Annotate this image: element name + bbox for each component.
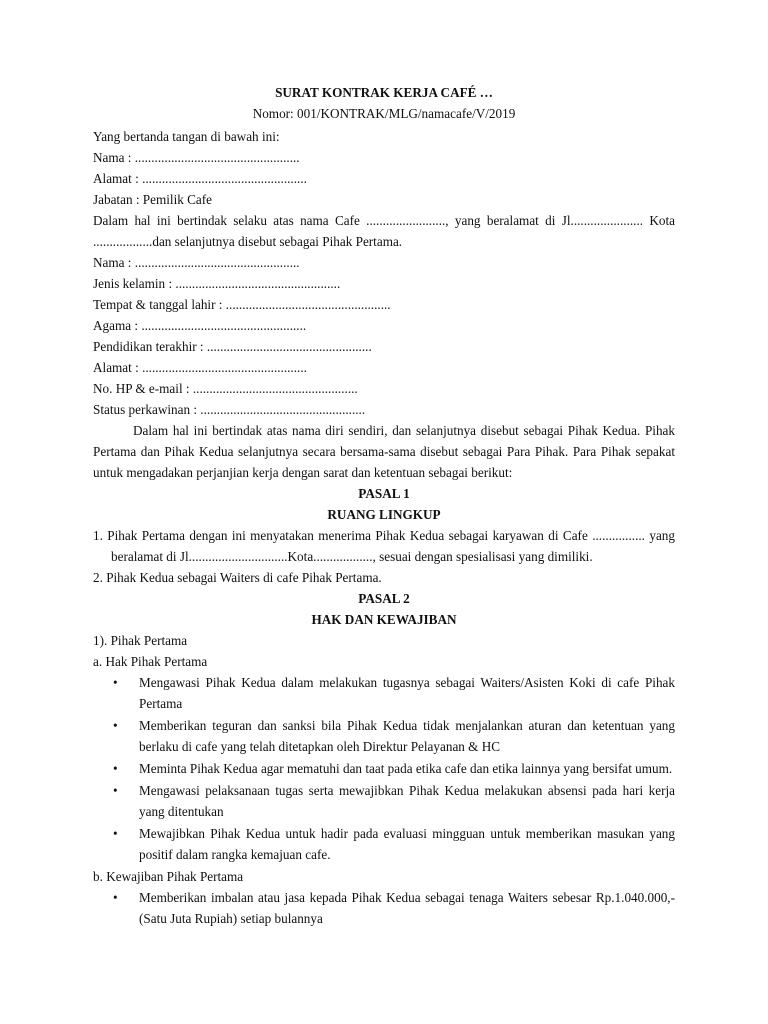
- list-item: [93, 887, 675, 929]
- list-item-text: Memberikan teguran dan sanksi bila Pihak Kedua tidak menjalankan aturan dan ketentuan yang berlaku di cafe yang telah ditetapkan oleh Direktur Pelayanan & HC: [139, 718, 675, 754]
- pasal-2-number: PASAL 2: [358, 591, 410, 606]
- field-line: Jenis kelamin : ..................................................: [93, 276, 341, 291]
- document-number: Nomor: 001/KONTRAK/MLG/namacafe/V/2019: [252, 106, 516, 121]
- pasal-2-subsection: 1). Pihak Pertama: [93, 633, 188, 648]
- pihak-kedua-fields: [93, 252, 675, 420]
- pasal-1-item: 1. Pihak Pertama dengan ini menyatakan menerima Pihak Kedua sebagai karyawan di Cafe ................ yang beralamat di Jl..............................Kota.................., sesuai dengan spesialisasi yang dimiliki.: [93, 528, 675, 564]
- field-line: Nama : ..................................................: [93, 150, 300, 165]
- field-line: No. HP & e-mail : ..................................................: [93, 381, 358, 396]
- pasal-1-title: RUANG LINGKUP: [327, 507, 441, 522]
- hak-label: a. Hak Pihak Pertama: [93, 654, 208, 669]
- list-item: [93, 715, 675, 757]
- list-item-text: Mengawasi Pihak Kedua dalam melakukan tugasnya sebagai Waiters/Asisten Koki di cafe Pihak Pertama: [139, 675, 675, 711]
- pasal-1-number: PASAL 1: [358, 486, 410, 501]
- kewajiban-label: b. Kewajiban Pihak Pertama: [93, 869, 244, 884]
- list-item-text: Mengawasi pelaksanaan tugas serta mewajibkan Pihak Kedua melakukan absensi pada hari kerja yang ditentukan: [139, 783, 675, 819]
- bullet-icon: •: [113, 718, 118, 733]
- bullet-icon: •: [113, 761, 118, 776]
- pasal-2-title: HAK DAN KEWAJIBAN: [311, 612, 457, 627]
- document-title: SURAT KONTRAK KERJA CAFÉ …: [275, 85, 493, 100]
- intro-line: Yang bertanda tangan di bawah ini:: [93, 129, 280, 144]
- kewajiban-list: [93, 887, 675, 929]
- bullet-icon: •: [113, 783, 118, 798]
- list-item-text: Meminta Pihak Kedua agar mematuhi dan taat pada etika cafe dan etika lainnya yang bersifat umum.: [139, 761, 673, 776]
- bullet-icon: •: [113, 675, 118, 690]
- bullet-icon: •: [113, 826, 118, 841]
- field-line: Alamat : ..................................................: [93, 360, 307, 375]
- list-item-text: Memberikan imbalan atau jasa kepada Pihak Kedua sebagai tenaga Waiters sebesar Rp.1.040.000,- (Satu Juta Rupiah) setiap bulannya: [139, 890, 675, 926]
- field-line: Pendidikan terakhir : ..................................................: [93, 339, 372, 354]
- field-line: Jabatan : Pemilik Cafe: [93, 192, 213, 207]
- hak-list: [93, 672, 675, 865]
- pasal-1-item: 2. Pihak Kedua sebagai Waiters di cafe Pihak Pertama.: [93, 570, 382, 585]
- field-line: Tempat & tanggal lahir : ..................................................: [93, 297, 391, 312]
- field-line: Alamat : ..................................................: [93, 171, 307, 186]
- list-item-text: Mewajibkan Pihak Kedua untuk hadir pada evaluasi mingguan untuk memberikan masukan yang positif dalam rangka kemajuan cafe.: [139, 826, 675, 862]
- list-item: [93, 672, 675, 714]
- field-line: Status perkawinan : ..................................................: [93, 402, 366, 417]
- pihak-pertama-fields: [93, 147, 675, 210]
- pihak-pertama-statement: Dalam hal ini bertindak selaku atas nama Cafe ........................, yang beralamat di Jl...................... Kota ..................dan selanjutnya disebut sebagai Pihak Pertama.: [93, 213, 675, 249]
- bullet-icon: •: [113, 890, 118, 905]
- list-item: [93, 758, 675, 779]
- list-item: [93, 823, 675, 865]
- field-line: Agama : ..................................................: [93, 318, 307, 333]
- contract-body: [93, 82, 675, 930]
- list-item: [93, 780, 675, 822]
- pihak-kedua-statement: Dalam hal ini bertindak atas nama diri sendiri, dan selanjutnya disebut sebagai Pihak Kedua. Pihak Pertama dan Pihak Kedua selanjutnya secara bersama-sama disebut sebagai Para Pihak. Para Pihak sepakat untuk mengadakan perjanjian kerja dengan sarat dan ketentuan sebagai berikut:: [93, 423, 675, 480]
- field-line: Nama : ..................................................: [93, 255, 300, 270]
